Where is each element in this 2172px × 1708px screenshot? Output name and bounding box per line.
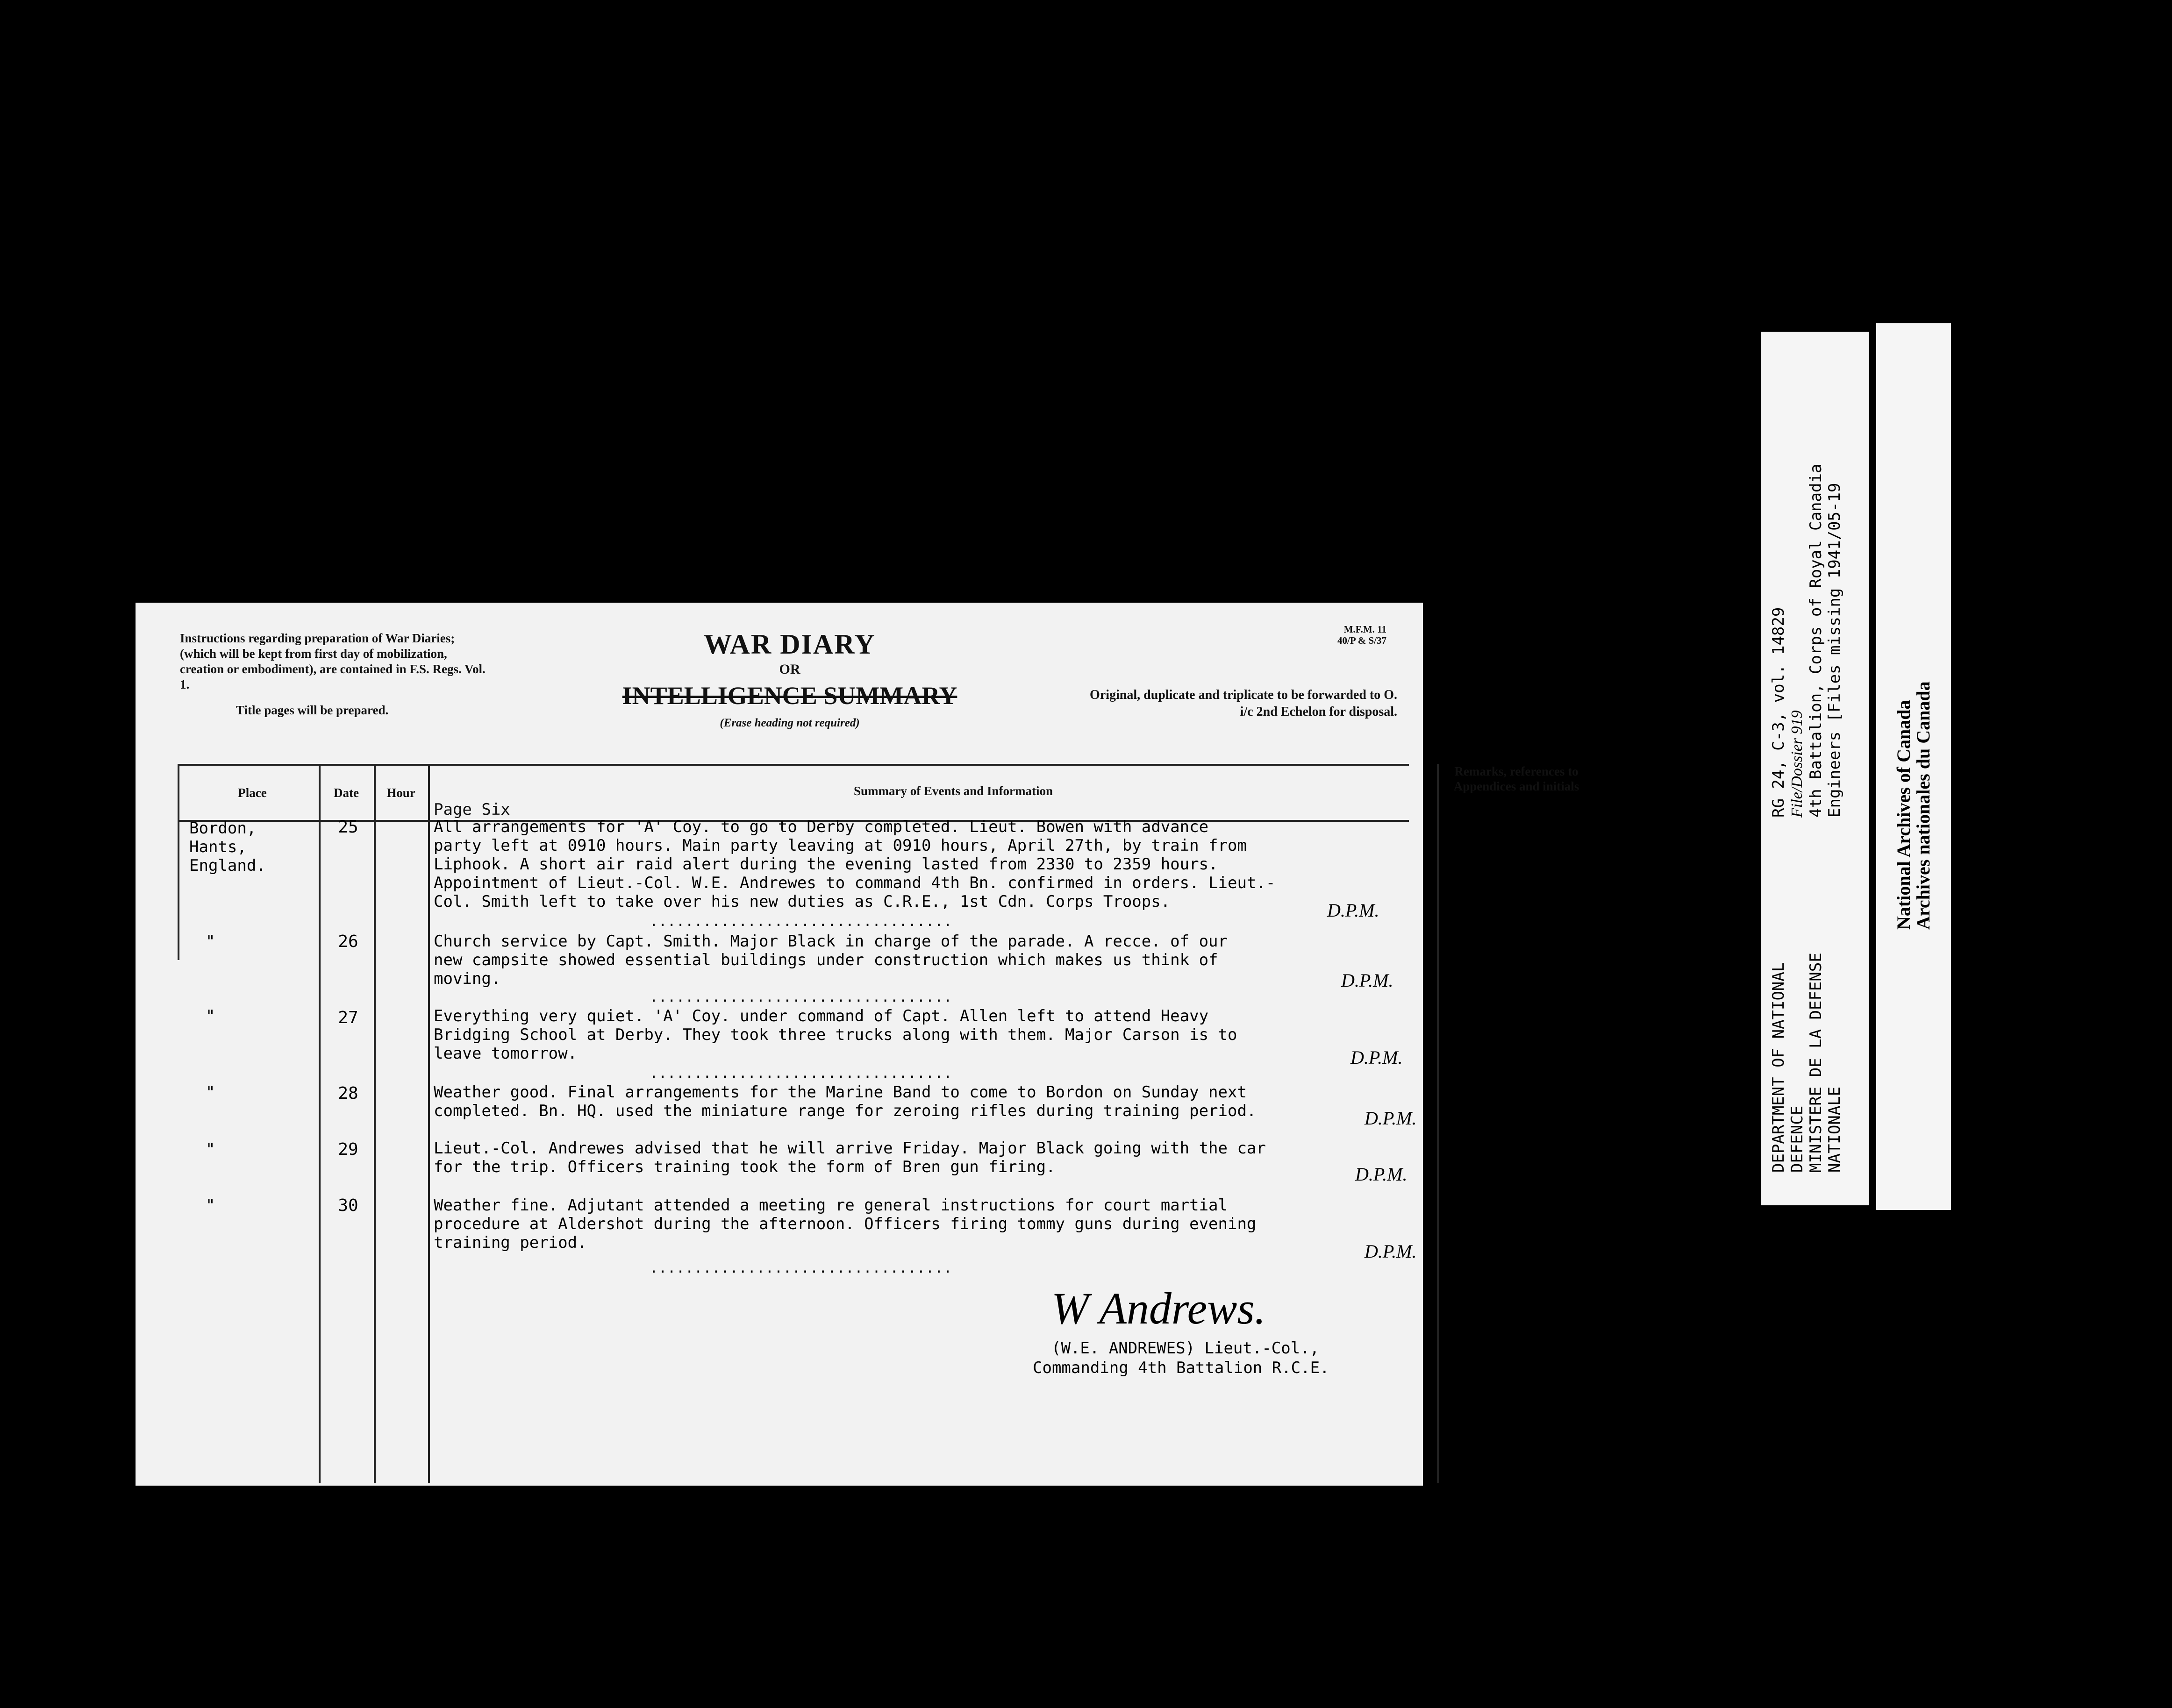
date-cell: 26 [338,932,358,951]
place-line-3: England. [189,856,266,875]
unit-line-2: Engineers [Files missing 1941/05-19 [1825,483,1844,818]
signature-block [1033,1338,1329,1378]
entry-initials: D.P.M. [1350,1047,1403,1068]
entry-line: completed. Bn. HQ. used the miniature range for zeroing rifles during training period. [434,1102,1257,1120]
appendix-ref: Appendix 4 [1460,1252,1556,1271]
ditto-mark: " [206,1196,215,1215]
date-cell: 30 [338,1196,358,1215]
entry-initials: D.P.M. [1365,1108,1417,1129]
ditto-mark: " [206,1007,215,1025]
column-summary: Summary of Events and Information [853,784,1053,798]
entry-line: Col. Smith left to take over his new duties as C.R.E., 1st Cdn. Corps Troops. [434,892,1171,911]
remarks-30 [1460,1196,1600,1271]
signature-name: (W.E. ANDREWES) Lieut.-Col., [1051,1339,1320,1358]
unit-line-1: 4th Battalion, Corps of Royal Canadia [1807,463,1825,818]
entry-27 [434,1007,1443,1063]
instructions-note [180,631,488,718]
entry-line: Appointment of Lieut.-Col. W.E. Andrewes to command 4th Bn. confirmed in orders. Lieut.- [434,874,1276,892]
or-label: OR [779,662,800,677]
appendix-ref: Appendix 1 [1460,820,1556,839]
diary-heading [533,628,1047,730]
appendix-ref: Appendix 1 [1460,1139,1556,1158]
entry-30 [434,1196,1443,1252]
remarks-25 [1460,820,1600,839]
appendix-ref: Appendix 3 [1460,1233,1556,1252]
entry-29 [434,1139,1443,1176]
column-place: Place [238,786,267,800]
instructions-text: Instructions regarding preparation of War Diaries; (which will be kept from first day of mobilization, creation or embodiment), are contained in F.S. Regs. Vol. 1. [180,631,486,691]
entry-line: Weather good. Final arrangements for the Marine Band to come to Bordon on Sunday next [434,1083,1247,1102]
column-hour: Hour [386,786,415,800]
record-group-block [1769,464,1844,818]
entry-28 [434,1083,1443,1120]
entry-initials: D.P.M. [1327,900,1379,921]
entry-initials: D.P.M. [1355,1164,1408,1185]
appendix-ref: Appendix 2 [1460,1215,1556,1233]
entry-line: party left at 0910 hours. Main party leaving at 0910 hours, April 27th, by train from [434,836,1247,855]
entry-separator: .................................. [650,989,953,1005]
page-title: WAR DIARY [704,629,876,660]
entry-line: Everything very quiet. 'A' Coy. under command of Capt. Allen left to attend Heavy [434,1007,1209,1025]
entry-line: Lieut.-Col. Andrewes advised that he will arrive Friday. Major Black going with the car [434,1139,1266,1158]
entry-line: leave tomorrow. [434,1044,578,1063]
archives-french: Archives nationales du Canada [1913,681,1934,930]
date-cell: 29 [338,1140,358,1159]
entry-line: Weather fine. Adjutant attended a meeting re general instructions for court martial [434,1196,1228,1215]
entry-line: Church service by Capt. Smith. Major Black in charge of the parade. A recce. of our [434,932,1228,951]
table-top-rule [178,764,1409,766]
date-cell: 25 [338,818,358,837]
date-cell: 27 [338,1008,358,1027]
dept-line-2: DEFENCE [1788,1105,1807,1173]
ditto-mark: " [206,932,215,951]
table-left-rule [178,764,179,960]
handwritten-signature: W Andrews. [1051,1283,1266,1333]
date-hour-rule [374,764,376,1483]
entry-separator: .................................. [650,913,953,930]
entry-line: for the trip. Officers training took the form of Bren gun firing. [434,1158,1056,1176]
entry-25 [434,818,1443,911]
hour-summary-rule [428,764,430,1483]
column-remarks: Remarks, references to Appendices and initials [1453,764,1579,793]
intelligence-summary-heading: INTELLIGENCE SUMMARY [622,682,957,710]
date-cell: 28 [338,1084,358,1103]
appendix-ref: Appendix 1 [1460,1007,1556,1025]
file-line: File/Dossier 919 [1788,710,1806,818]
dept-line-3: MINISTERE DE LA DEFENSE [1807,953,1825,1173]
dept-line-1: DEPARTMENT OF NATIONAL [1769,962,1788,1173]
remarks-28 [1460,1083,1600,1102]
appendix-ref: Appendix 1 [1460,1083,1556,1102]
place-line-2: Hants, [189,838,247,856]
entry-initials: D.P.M. [1341,970,1393,991]
entry-line: moving. [434,969,501,988]
remarks-27 [1460,1007,1600,1044]
dept-line-4: NATIONALE [1825,1086,1844,1173]
archives-names [1894,681,1933,930]
appendix-ref: Appendix 1 [1460,1196,1556,1215]
entry-line: procedure at Aldershot during the afternoon. Officers firing tommy guns during evening [434,1215,1257,1233]
ditto-mark: " [206,1140,215,1159]
entry-line: new campsite showed essential buildings under construction which makes us think of [434,951,1218,969]
appendix-ref: Appendix 2 [1460,1025,1556,1044]
place-cell [189,819,306,875]
entry-line: Bridging School at Derby. They took three trucks along with them. Major Carson is to [434,1025,1237,1044]
remarks-29 [1460,1139,1600,1158]
entry-initials: D.P.M. [1365,1241,1417,1262]
archives-name-label [1876,323,1951,1210]
forwarding-note: Original, duplicate and triplicate to be forwarded to O. i/c 2nd Echelon for disposal. [1090,688,1397,719]
form-code-line-2: 40/P & S/37 [1337,635,1386,646]
rg-line: RG 24, C-3, vol. 14829 [1769,607,1788,818]
title-pages-note: Title pages will be prepared. [236,703,389,717]
page-label: Page Six [434,800,510,819]
entry-separator: .................................. [650,1065,953,1082]
form-code-line-1: M.F.M. 11 [1343,624,1386,635]
entry-line: training period. [434,1233,587,1252]
ditto-mark: " [206,1083,215,1102]
place-date-rule [319,764,321,1483]
archive-reference-label [1761,332,1869,1205]
column-date: Date [334,786,359,800]
archives-english: National Archives of Canada [1893,700,1914,930]
entry-26 [434,932,1443,988]
erase-note: (Erase heading not required) [720,717,860,729]
place-line-1: Bordon, [189,819,257,838]
signature-command: Commanding 4th Battalion R.C.E. [1033,1359,1329,1377]
form-code [1337,624,1386,646]
department-block [1769,953,1844,1173]
entry-line: All arrangements for 'A' Coy. to go to Derby completed. Lieut. Bowen with advance [434,818,1209,836]
entry-line: Liphook. A short air raid alert during the evening lasted from 2330 to 2359 hours. [434,855,1218,874]
appendix-ref: Appendix 1 [1460,932,1556,951]
remarks-26 [1460,932,1600,951]
entry-separator: .................................. [650,1260,953,1276]
